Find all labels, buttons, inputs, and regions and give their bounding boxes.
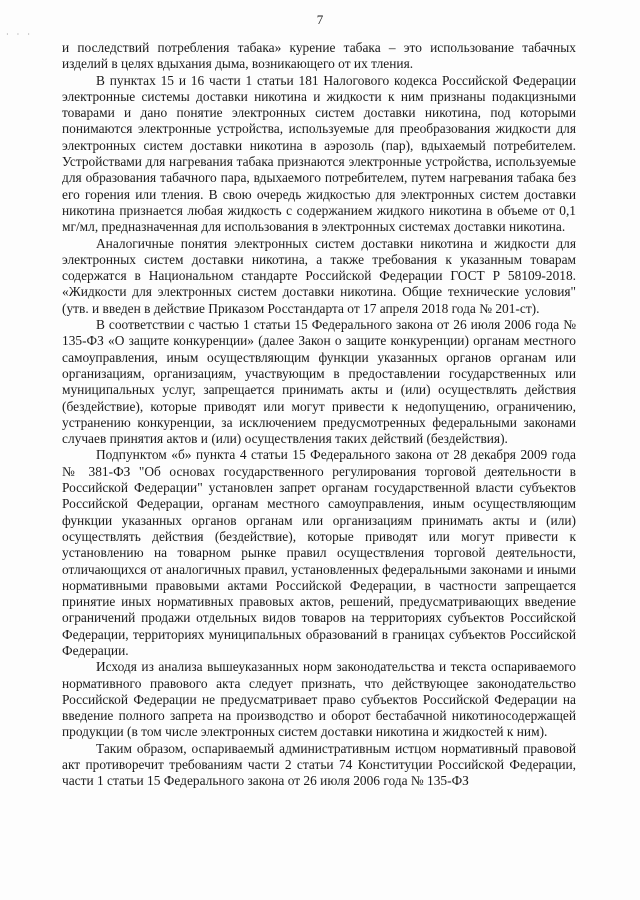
document-body: [62, 40, 576, 790]
page-number: 7: [316, 12, 324, 27]
scan-artifact: · · ·: [6, 30, 33, 39]
body-paragraph: В пунктах 15 и 16 части 1 статьи 181 Налогового кодекса Российской Федерации электронные системы доставки никотина и жидкости к ним признаны подакцизными товарами и дано понятие электронных систем доставки никотина, под которыми понимаются электронные устройства, используемые для преобразования жидкости для электронных систем доставки никотина в аэрозоль (пар), вдыхаемый потребителем. Устройствами для нагревания табака признаются электронные устройства, используемые для образования табачного пара, вдыхаемого потребителем, путем нагревания табака без его горения или тления. В свою очередь жидкостью для электронных систем доставки никотина признается любая жидкость с содержанием жидкого никотина в объеме от 0,1 мг/мл, предназначенная для использования в электронных системах доставки никотина.: [62, 72, 576, 235]
body-paragraph: Подпунктом «б» пункта 4 статьи 15 Федерального закона от 28 декабря 2009 года № 381-ФЗ "Об основах государственного регулирования торговой деятельности в Российской Федерации" установлен запрет органам государственной власти субъектов Российской Федерации, органам местного самоуправления, иным осуществляющим функции указанных органов органам или организациям принимать акты и (или) осуществлять действия (бездействие), которые приводят или могут привести к установлению на товарном рынке правил осуществления торговой деятельности, отличающихся от аналогичных правил, установленных федеральными законами и иными нормативными правовыми актами Российской Федерации, в частности запрещается принятие иных нормативных правовых актов, решений, предусматривающих введение ограничений продажи отдельных видов товаров на территориях субъектов Российской Федерации, территориях муниципальных образований в границах субъектов Российской Федерации.: [62, 447, 576, 658]
body-paragraph: Таким образом, оспариваемый административным истцом нормативный правовой акт противоречит требованиям части 2 статьи 74 Конституции Российской Федерации, части 1 статьи 15 Федерального закона от 26 июля 2006 года № 135-ФЗ: [62, 740, 576, 789]
body-paragraph: Аналогичные понятия электронных систем доставки никотина и жидкости для электронных систем доставки никотина, а также требования к указанным товарам содержатся в Национальном стандарте Российской Федерации ГОСТ Р 58109-2018. «Жидкости для электронных систем доставки никотина. Общие технические условия" (утв. и введен в действие Приказом Росстандарта от 17 апреля 2018 года № 201-ст).: [62, 235, 576, 316]
body-paragraph: и последствий потребления табака» курение табака – это использование табачных изделий в целях вдыхания дыма, возникающего от их тления.: [62, 40, 576, 72]
body-paragraph: Исходя из анализа вышеуказанных норм законодательства и текста оспариваемого нормативного правового акта следует признать, что действующее законодательство Российской Федерации не предусматривает право субъектов Российской Федерации на введение полного запрета на производство и оборот бестабачной никотиносодержащей продукции (в том числе электронных систем доставки никотина и жидкостей к ним).: [62, 659, 576, 740]
body-paragraph: В соответствии с частью 1 статьи 15 Федерального закона от 26 июля 2006 года № 135-ФЗ «О защите конкуренции» (далее Закон о защите конкуренции) органам местного самоуправления, иным осуществляющим функции указанных органов органам или организациям, организациям, участвующим в предоставлении государственных или муниципальных услуг, запрещается принимать акты и (или) осуществлять действия (бездействие), которые приводят или могут привести к недопущению, ограничению, устранению конкуренции, за исключением предусмотренных федеральными законами случаев принятия актов и (или) осуществления таких действий (бездействия).: [62, 317, 576, 447]
